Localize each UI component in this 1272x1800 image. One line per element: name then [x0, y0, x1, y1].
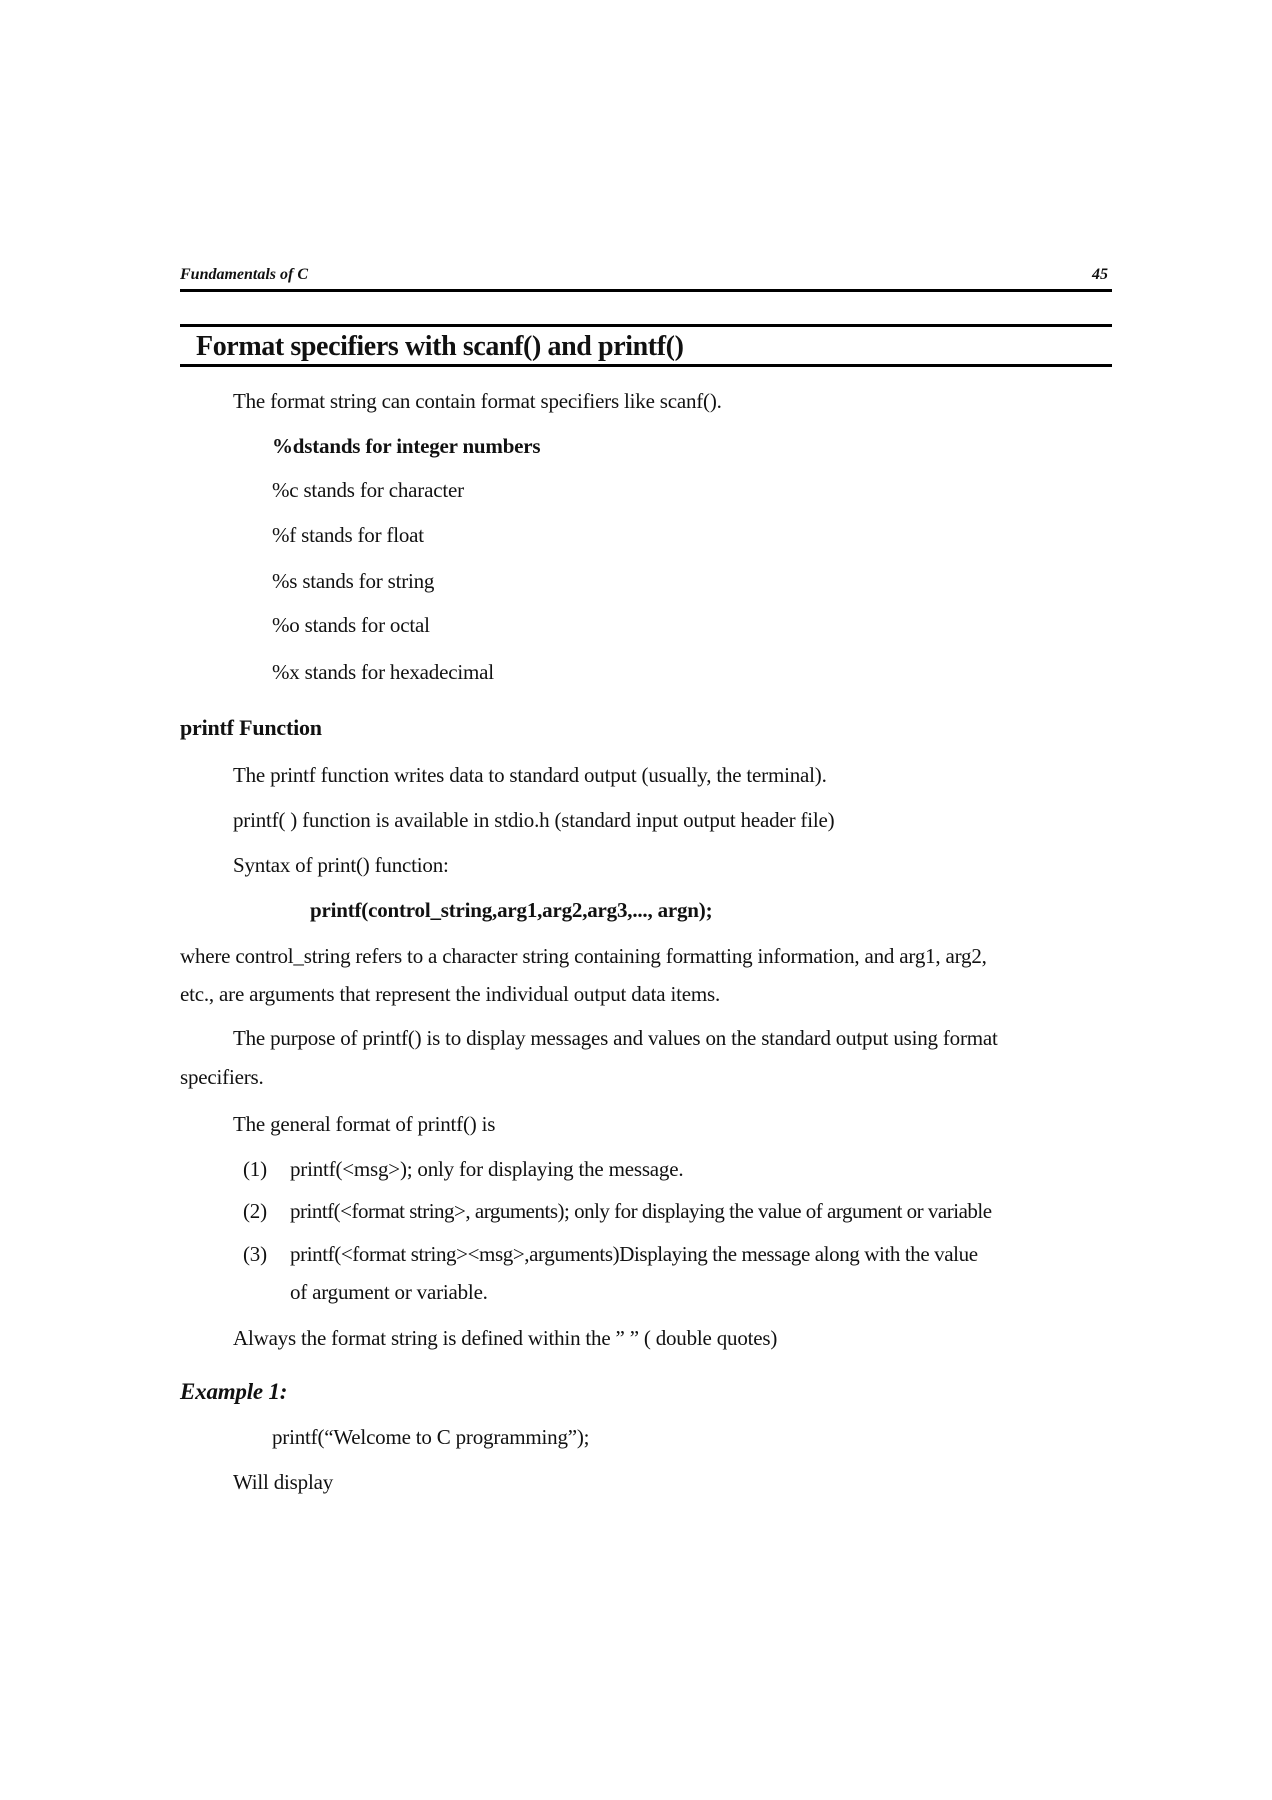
paragraph-line: The purpose of printf() is to display messages and values on the standard output using format — [233, 1026, 998, 1050]
specifier-item: %x stands for hexadecimal — [272, 660, 494, 684]
running-title: Fundamentals of C — [180, 266, 309, 283]
list-item: printf(<format string><msg>,arguments)Displaying the message along with the value — [290, 1242, 978, 1266]
paragraph-line: Will display — [233, 1470, 333, 1494]
list-number: (3) — [243, 1242, 267, 1266]
printf-heading: printf Function — [180, 715, 322, 740]
list-item-continuation: of argument or variable. — [290, 1280, 488, 1304]
specifier-item: %o stands for octal — [272, 613, 430, 637]
section-top-rule — [180, 324, 1112, 327]
paragraph-line: The general format of printf() is — [233, 1112, 496, 1136]
specifier-item: %c stands for character — [272, 478, 464, 502]
page-number: 45 — [1092, 266, 1108, 283]
paragraph-line: printf( ) function is available in stdio.h (standard input output header file) — [233, 808, 835, 832]
paragraph-line: etc., are arguments that represent the individual output data items. — [180, 982, 721, 1006]
specifier-item: %dstands for integer numbers — [272, 434, 541, 458]
list-number: (2) — [243, 1199, 267, 1223]
list-item: printf(<msg>); only for displaying the message. — [290, 1157, 684, 1181]
section-bottom-rule — [180, 364, 1112, 367]
intro-text: The format string can contain format specifiers like scanf(). — [233, 389, 722, 413]
specifier-item: %f stands for float — [272, 523, 424, 547]
paragraph-line: Always the format string is defined within the ” ” ( double quotes) — [233, 1326, 778, 1350]
paragraph-line: The printf function writes data to standard output (usually, the terminal). — [233, 763, 827, 787]
section-title: Format specifiers with scanf() and printf() — [196, 331, 684, 362]
paragraph-line: where control_string refers to a character string containing formatting information, and arg1, arg2, — [180, 944, 987, 968]
paragraph-line: specifiers. — [180, 1065, 264, 1089]
paragraph-line: Syntax of print() function: — [233, 853, 449, 877]
list-number: (1) — [243, 1157, 267, 1181]
example-heading: Example 1: — [180, 1379, 288, 1404]
header-rule — [180, 289, 1112, 292]
example-code: printf(“Welcome to C programming”); — [272, 1425, 590, 1449]
syntax-line: printf(control_string,arg1,arg2,arg3,..., argn); — [310, 898, 713, 922]
specifier-item: %s stands for string — [272, 569, 435, 593]
list-item: printf(<format string>, arguments); only for displaying the value of argument or variable — [290, 1199, 992, 1223]
